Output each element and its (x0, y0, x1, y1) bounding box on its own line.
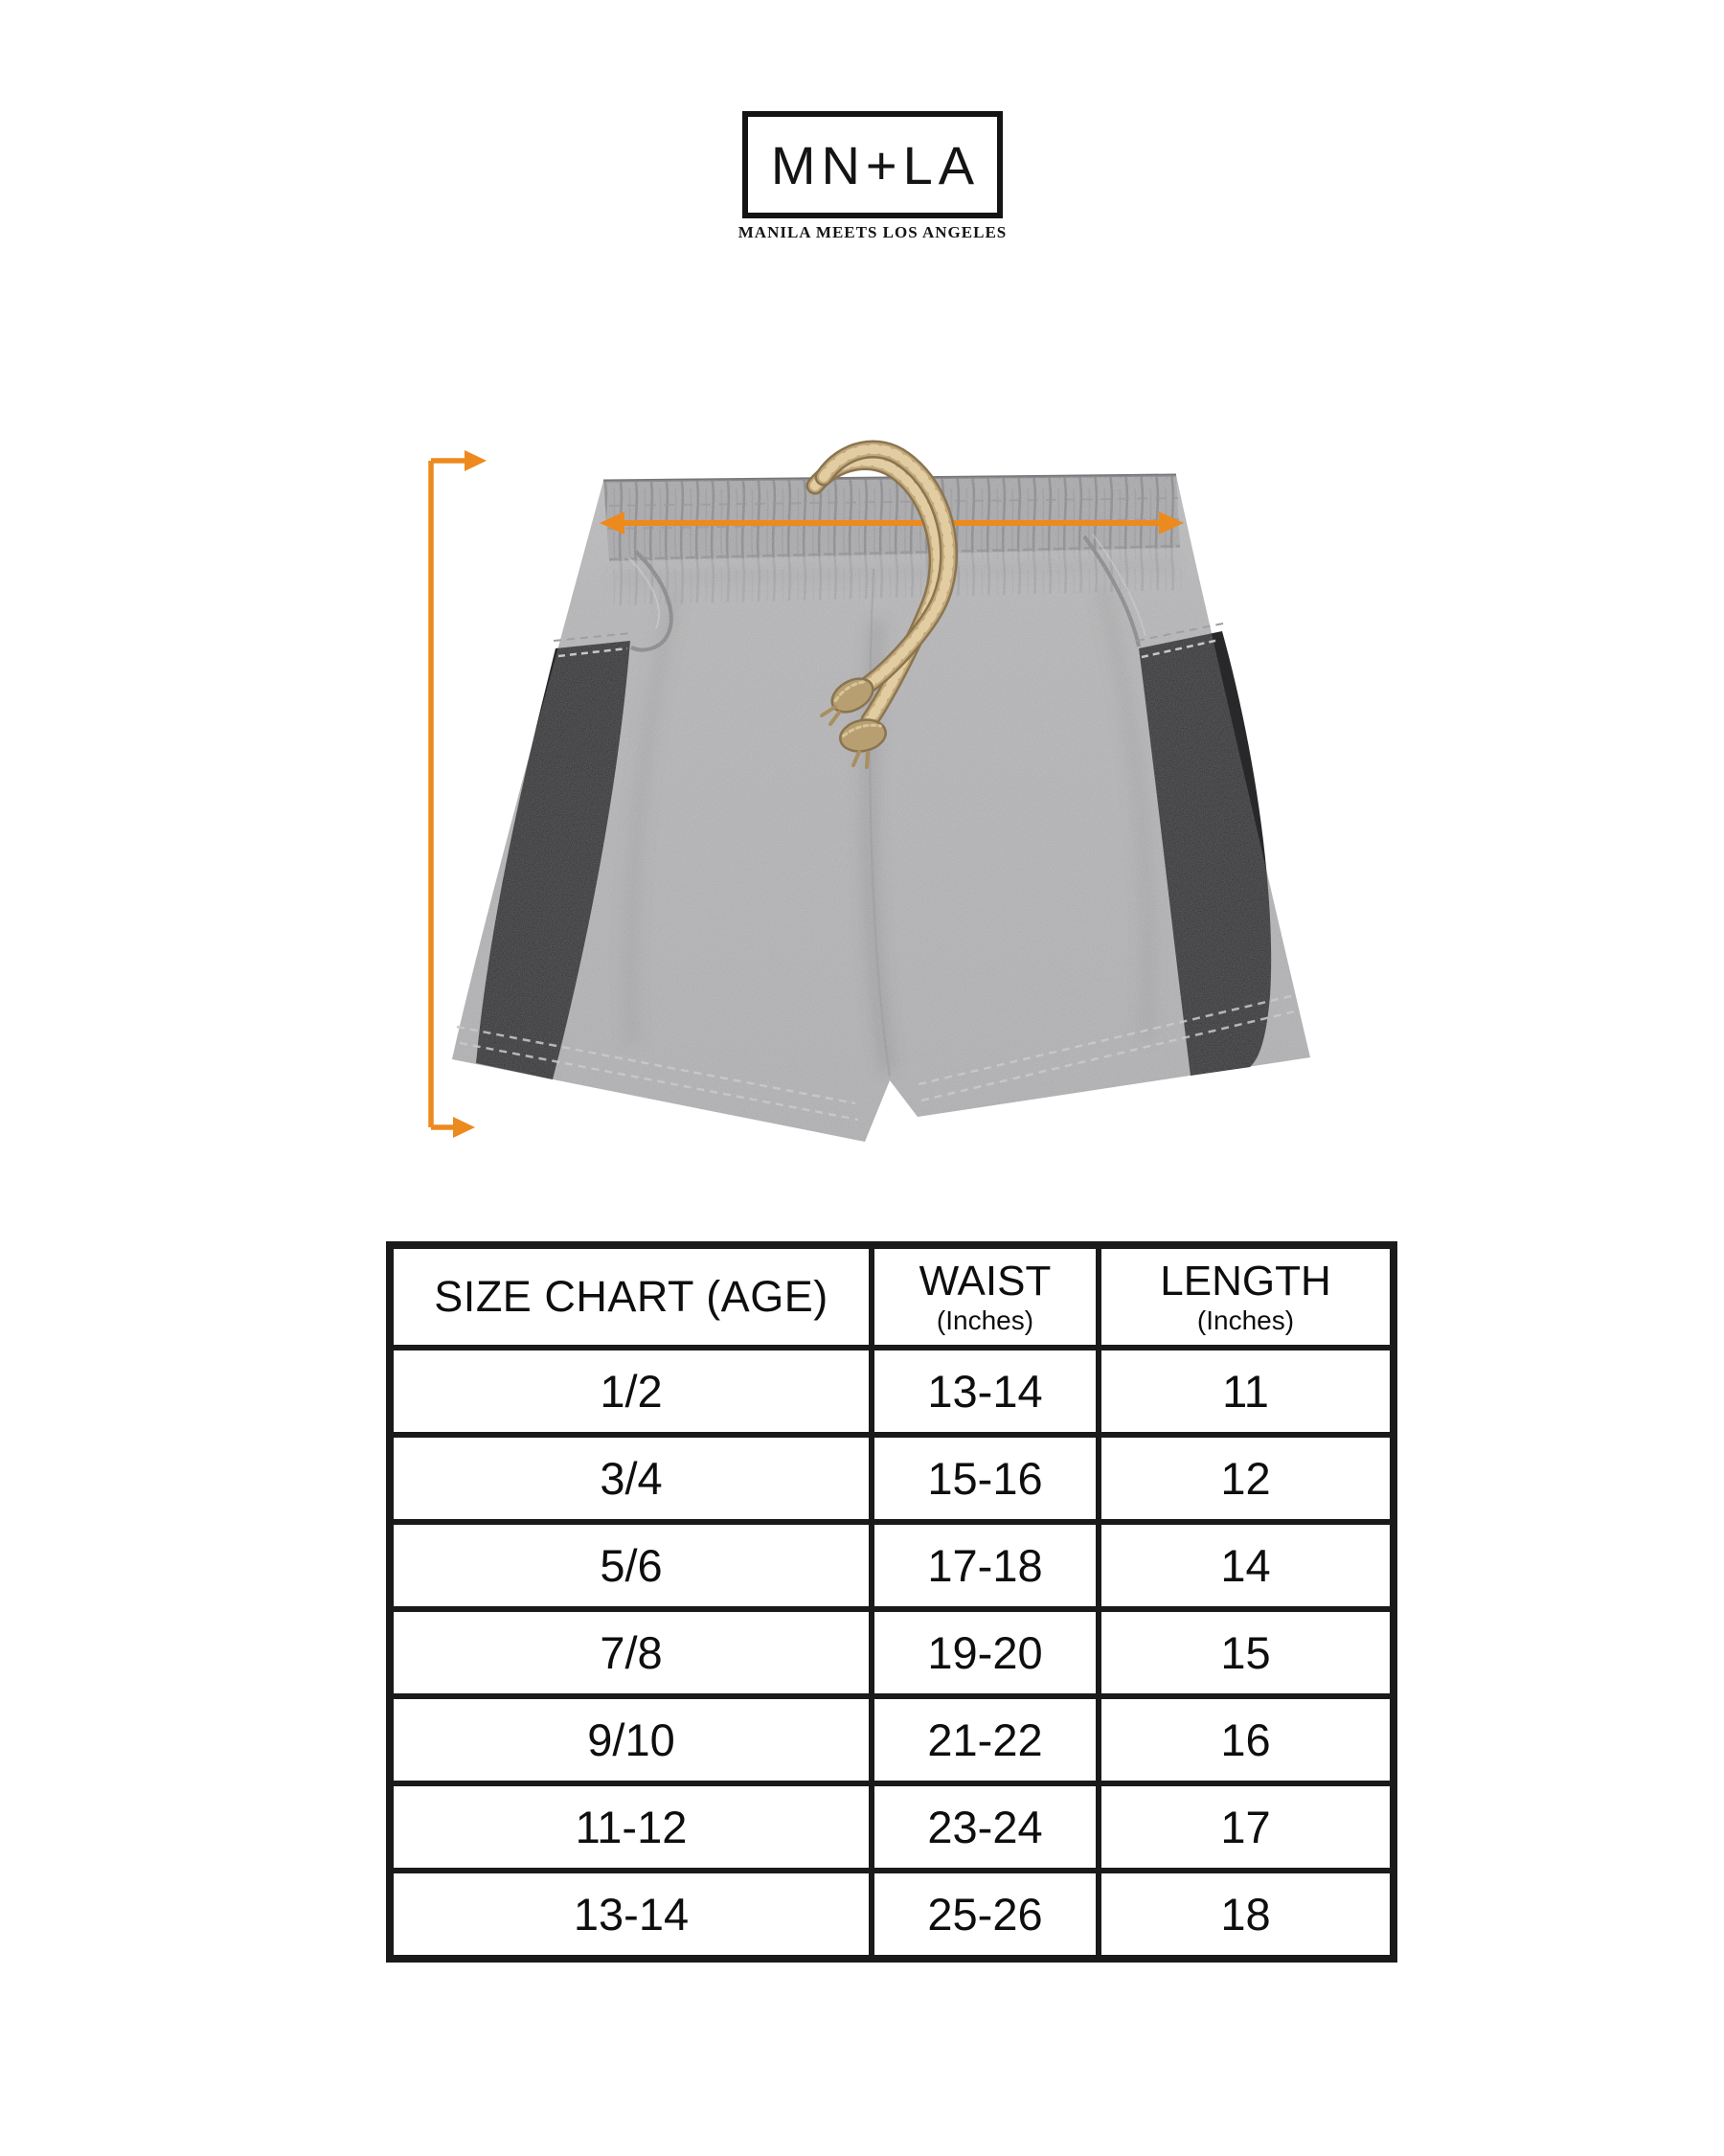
table-row (390, 1435, 1394, 1522)
length-cell: 11 (1099, 1348, 1394, 1435)
length-cell: 15 (1099, 1609, 1394, 1696)
age-cell: 9/10 (390, 1696, 872, 1783)
waist-col-unit: (Inches) (936, 1305, 1034, 1335)
waist-cell: 13-14 (872, 1348, 1099, 1435)
waist-cell: 17-18 (872, 1522, 1099, 1609)
length-cell: 17 (1099, 1783, 1394, 1871)
age-cell: 11-12 (390, 1783, 872, 1871)
table-row (390, 1871, 1394, 1959)
waist-cell: 21-22 (872, 1696, 1099, 1783)
length-col-header (1099, 1245, 1394, 1348)
shorts-graphic (421, 421, 1341, 1169)
length-cell: 16 (1099, 1696, 1394, 1783)
age-cell: 13-14 (390, 1871, 872, 1959)
size-col-header-label: SIZE CHART (AGE) (434, 1272, 828, 1321)
waist-cell: 19-20 (872, 1609, 1099, 1696)
brand-logo-box (742, 111, 1003, 218)
length-col-title: LENGTH (1160, 1257, 1331, 1305)
length-cell: 14 (1099, 1522, 1394, 1609)
age-cell: 7/8 (390, 1609, 872, 1696)
age-cell: 1/2 (390, 1348, 872, 1435)
waist-cell: 25-26 (872, 1871, 1099, 1959)
size-col-header (390, 1245, 872, 1348)
waist-col-title: WAIST (919, 1257, 1052, 1305)
waist-col-header (872, 1245, 1099, 1348)
age-cell: 3/4 (390, 1435, 872, 1522)
waist-cell: 15-16 (872, 1435, 1099, 1522)
table-row (390, 1696, 1394, 1783)
waist-cell: 23-24 (872, 1783, 1099, 1871)
table-row (390, 1783, 1394, 1871)
table-row (390, 1609, 1394, 1696)
size-table (386, 1241, 1397, 1963)
product-figure (412, 421, 1350, 1169)
brand-tagline: MANILA MEETS LOS ANGELES (737, 223, 1008, 241)
length-cell: 18 (1099, 1871, 1394, 1959)
brand-logo-text: MN+LA (770, 134, 981, 195)
age-cell: 5/6 (390, 1522, 872, 1609)
length-cell: 12 (1099, 1435, 1394, 1522)
table-row (390, 1522, 1394, 1609)
table-header-row (390, 1245, 1394, 1348)
table-row (390, 1348, 1394, 1435)
heather-texture (421, 421, 1341, 1169)
length-col-unit: (Inches) (1196, 1305, 1295, 1335)
